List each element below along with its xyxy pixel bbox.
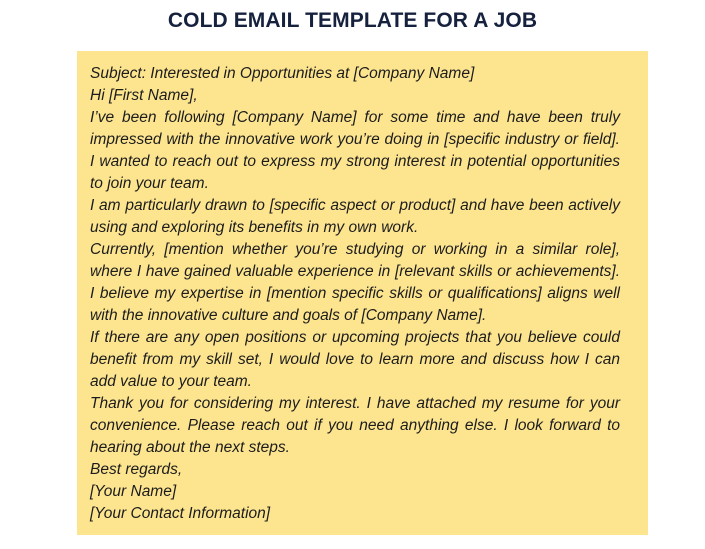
- email-greeting: Hi [First Name],: [90, 87, 198, 104]
- paragraph-line: I am particularly drawn to [specific aspect or product] and have been actively: [90, 197, 620, 214]
- paragraph-line: If there are any open positions or upcoming projects that you believe could: [90, 329, 620, 346]
- page-title: COLD EMAIL TEMPLATE FOR A JOB: [167, 9, 538, 32]
- email-body: [90, 63, 620, 525]
- paragraph-line: add value to your team.: [90, 373, 252, 390]
- email-subject-line: Subject: Interested in Opportunities at [Company Name]: [90, 65, 475, 82]
- email-template-box: [77, 51, 648, 535]
- paragraph-line: where I have gained valuable experience in [relevant skills or achievements].: [90, 263, 620, 280]
- email-closing: Best regards,: [90, 461, 183, 478]
- paragraph-line: hearing about the next steps.: [90, 439, 290, 456]
- paragraph-line: Currently, [mention whether you’re studying or working in a similar role],: [90, 241, 620, 258]
- email-sender-name: [Your Name]: [90, 483, 177, 500]
- paragraph-line: to join your team.: [90, 175, 209, 192]
- paragraph-line: I believe my expertise in [mention specific skills or qualifications] aligns well: [90, 285, 620, 302]
- paragraph-line: Thank you for considering my interest. I have attached my resume for your: [90, 395, 620, 412]
- paragraph-line: benefit from my skill set, I would love to learn more and discuss how I can: [90, 351, 620, 368]
- paragraph-line: with the innovative culture and goals of [Company Name].: [90, 307, 487, 324]
- paragraph-line: impressed with the innovative work you’re doing in [specific industry or field].: [90, 131, 620, 148]
- paragraph-line: using and exploring its benefits in my own work.: [90, 219, 419, 236]
- paragraph-line: I wanted to reach out to express my strong interest in potential opportunities: [90, 153, 620, 170]
- paragraph-line: convenience. Please reach out if you need anything else. I look forward to: [90, 417, 620, 434]
- paragraph-line: I’ve been following [Company Name] for some time and have been truly: [90, 109, 620, 126]
- email-contact-info: [Your Contact Information]: [90, 505, 271, 522]
